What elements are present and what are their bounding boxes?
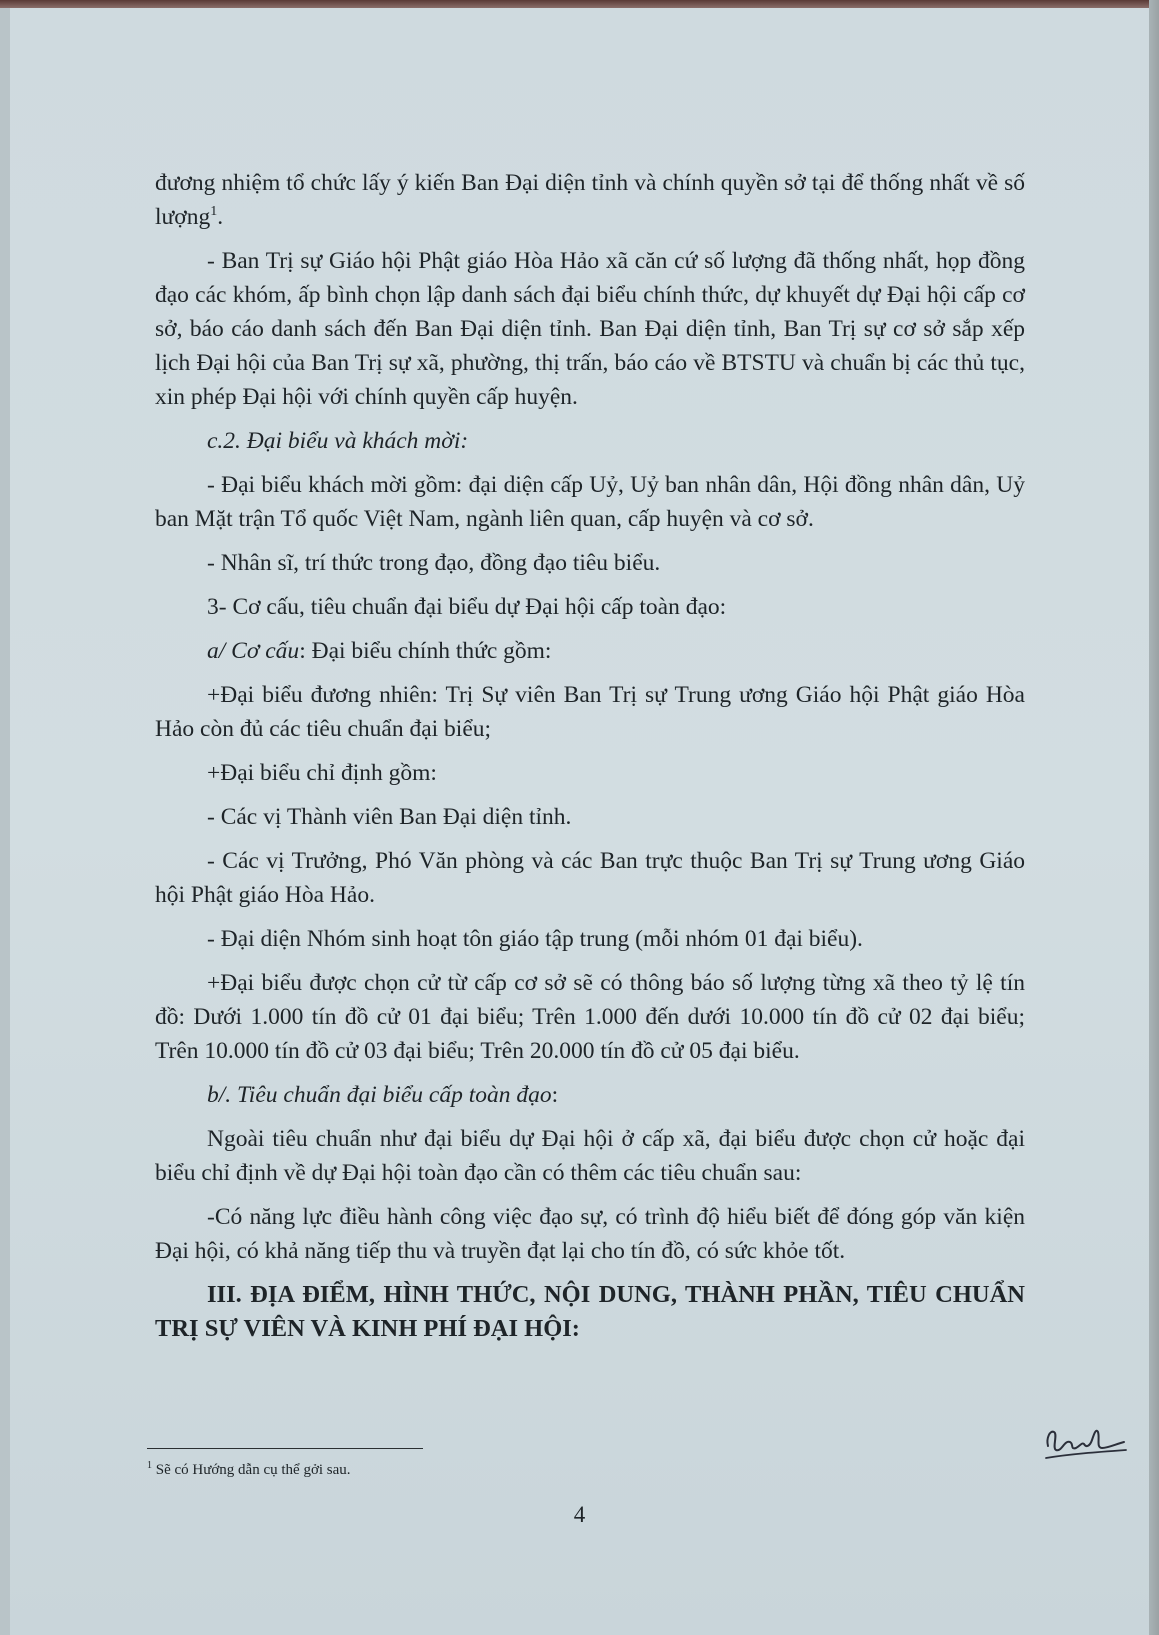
paragraph-office-heads: - Các vị Trưởng, Phó Văn phòng và các Ban trực thuộc Ban Trị sự Trung ương Giáo hội Phật giáo Hòa Hảo. bbox=[155, 848, 1025, 908]
paragraph-group-reps: - Đại diện Nhóm sinh hoạt tôn giáo tập trung (mỗi nhóm 01 đại biểu). bbox=[207, 926, 863, 952]
paragraph-1-text: đương nhiệm tổ chức lấy ý kiến Ban Đại diện tỉnh và chính quyền sở tại để thống nhất về số lượng bbox=[155, 170, 1025, 230]
paragraph-standards-intro: Ngoài tiêu chuẩn như đại biểu dự Đại hội ở cấp xã, đại biểu được chọn cử hoặc đại biểu chỉ định về dự Đại hội toàn đạo cần có thêm các tiêu chuẩn sau: bbox=[155, 1126, 1025, 1186]
footnote-text: Sẽ có Hướng dẫn cụ thể gởi sau. bbox=[155, 1462, 351, 1478]
paragraph-1-end: . bbox=[217, 204, 224, 230]
paragraph-structure bbox=[155, 634, 1025, 668]
footnote-marker: 1 bbox=[147, 1460, 152, 1471]
paragraph-standards: -Có năng lực điều hành công việc đạo sự, có trình độ hiểu biết để đóng góp văn kiện Đại hội, có khả năng tiếp thu và truyền đạt lại cho tín đồ, có sức khỏe tốt. bbox=[155, 1204, 1025, 1264]
document-body bbox=[155, 166, 1025, 1356]
footnote bbox=[147, 1460, 351, 1480]
paragraph-provincial-members: - Các vị Thành viên Ban Đại diện tỉnh. bbox=[207, 804, 572, 830]
scan-top-edge bbox=[0, 0, 1159, 8]
paragraph-1 bbox=[155, 166, 1025, 234]
page-number: 4 bbox=[573, 1502, 586, 1527]
section-b-heading bbox=[155, 1078, 1025, 1112]
section-iii-heading: III. ĐỊA ĐIỂM, HÌNH THỨC, NỘI DUNG, THÀNH PHẦN, TIÊU CHUẨN TRỊ SỰ VIÊN VÀ KINH PHÍ ĐẠI HỘI: bbox=[155, 1281, 1025, 1342]
scan-right-edge bbox=[1149, 0, 1159, 1635]
paragraph-ex-officio: +Đại biểu đương nhiên: Trị Sự viên Ban Trị sự Trung ương Giáo hội Phật giáo Hòa Hảo còn đủ các tiêu chuẩn đại biểu; bbox=[155, 682, 1025, 742]
paragraph-appointed: +Đại biểu chỉ định gồm: bbox=[207, 760, 437, 786]
footnote-reference: 1 bbox=[210, 204, 218, 220]
signature-icon bbox=[1040, 1418, 1130, 1468]
section-c2-heading: c.2. Đại biểu và khách mời: bbox=[207, 428, 469, 454]
structure-text: : Đại biểu chính thức gồm: bbox=[299, 638, 552, 664]
section-3-heading: 3- Cơ cấu, tiêu chuẩn đại biểu dự Đại hội cấp toàn đạo: bbox=[207, 594, 727, 620]
paragraph-notables: - Nhân sĩ, trí thức trong đạo, đồng đạo tiêu biểu. bbox=[207, 550, 661, 576]
section-b-label: b/. Tiêu chuẩn đại biểu cấp toàn đạo bbox=[207, 1082, 552, 1108]
section-b-colon: : bbox=[551, 1082, 559, 1108]
footnote-divider bbox=[147, 1448, 423, 1449]
paragraph-2: - Ban Trị sự Giáo hội Phật giáo Hòa Hảo xã căn cứ số lượng đã thống nhất, họp đồng đạo các khóm, ấp bình chọn lập danh sách đại biểu chính thức, dự khuyết dự Đại hội cấp cơ sở, báo cáo danh sách đến Ban Đại diện tỉnh. Ban Đại diện tỉnh, Ban Trị sự cơ sở sắp xếp lịch Đại hội của Ban Trị sự xã, phường, thị trấn, báo cáo về BTSTU và chuẩn bị các thủ tục, xin phép Đại hội với chính quyền cấp huyện. bbox=[155, 248, 1025, 410]
structure-label: a/ Cơ cấu bbox=[207, 638, 300, 664]
paragraph-guests: - Đại biểu khách mời gồm: đại diện cấp Uỷ, Uỷ ban nhân dân, Hội đồng nhân dân, Uỷ ban Mặt trận Tổ quốc Việt Nam, ngành liên quan, cấp huyện và cơ sở. bbox=[155, 472, 1025, 532]
paragraph-elected-quota: +Đại biểu được chọn cử từ cấp cơ sở sẽ có thông báo số lượng từng xã theo tỷ lệ tín đồ: Dưới 1.000 tín đồ cử 01 đại biểu; Trên 1.000 đến dưới 10.000 tín đồ cử 02 đại biểu; Trên 10.000 tín đồ cử 03 đại biểu; Trên 20.000 tín đồ cử 05 đại biểu. bbox=[155, 970, 1025, 1064]
